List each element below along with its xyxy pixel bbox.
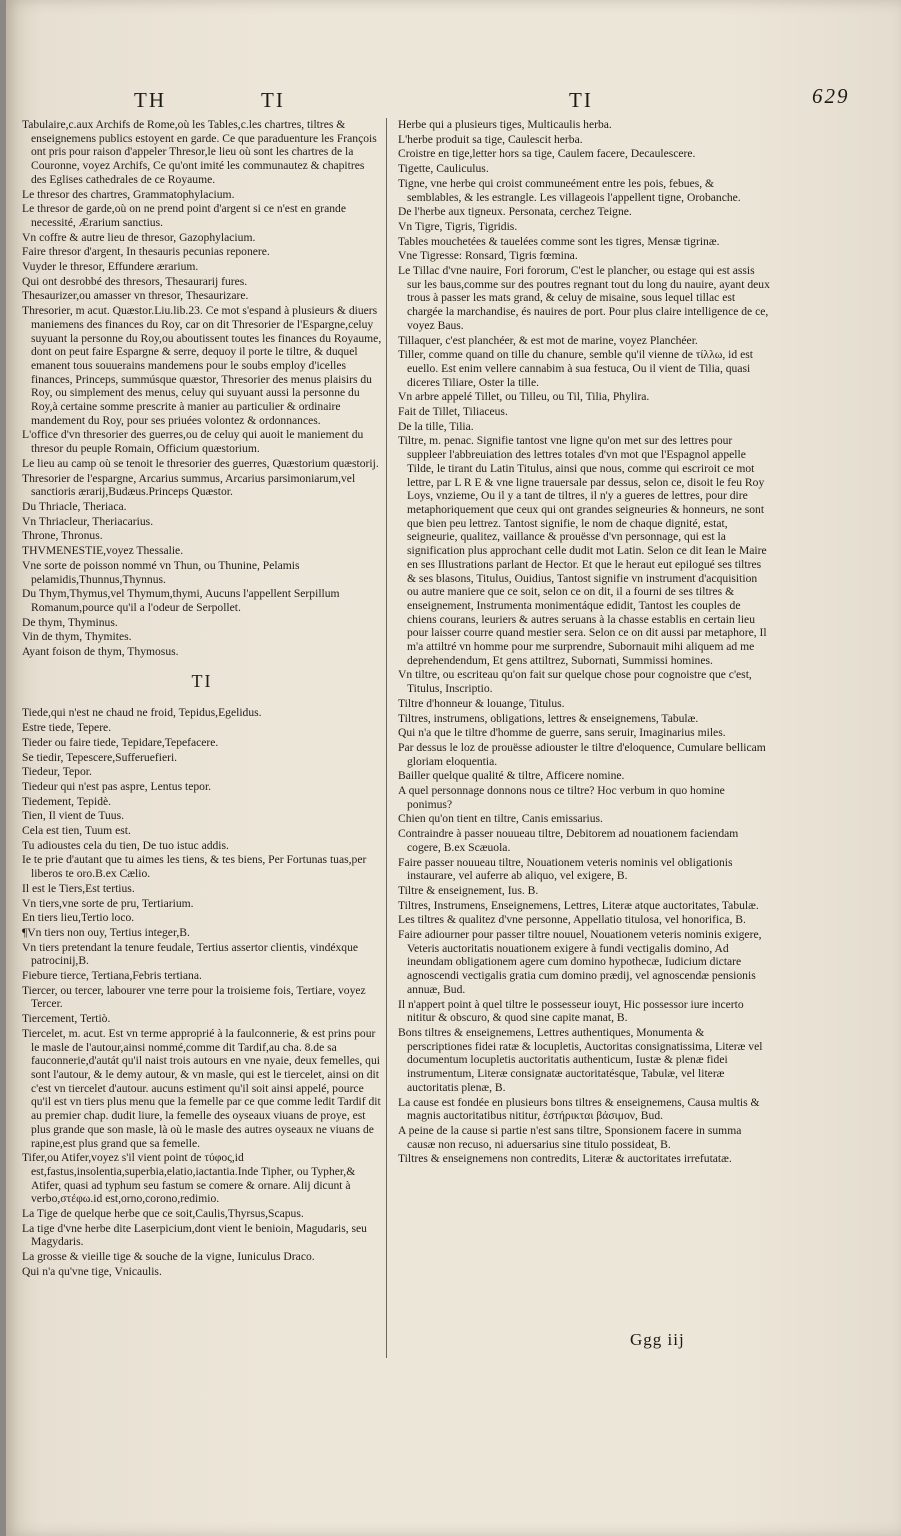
- dictionary-entry: Ie te prie d'autant que tu aimes les tiens, & tes biens, Per Fortunas tuas,per liberos te oro.B.ex Cælio.: [22, 853, 367, 881]
- section-title: TI: [191, 670, 213, 691]
- dictionary-page: [6, 0, 901, 1536]
- dictionary-entry: De l'herbe aux tigneux. Personata, cerchez Teigne.: [398, 205, 632, 219]
- header-left-2: TI: [261, 88, 285, 112]
- dictionary-entry: En tiers lieu,Tertio loco.: [22, 911, 135, 925]
- dictionary-entry: Tigne, vne herbe qui croist communeément entre les pois, febues, & semblables, & les estrangle. Les villageois l'appellent tigne, Orobanche.: [398, 176, 741, 204]
- dictionary-entry: Le thresor de garde,où on ne prend point d'argent si ce n'est en grande necessité, Ærarium sanctius.: [22, 202, 346, 229]
- dictionary-entry: Qui n'a que le tiltre d'homme de guerre, sans seruir, Imaginarius miles.: [398, 726, 726, 740]
- header-right-1: TI: [569, 88, 593, 112]
- dictionary-entry: Vn Tigre, Tigris, Tigridis.: [398, 219, 518, 233]
- signature-mark: Ggg iij: [630, 1330, 685, 1349]
- dictionary-entry: Cela est tien, Tuum est.: [22, 824, 131, 838]
- dictionary-entry: Le lieu au camp où se tenoit le thresorier des guerres, Quæstorium quæstorij.: [22, 456, 379, 470]
- dictionary-entry: Tiltres & enseignemens non contredits, Literæ & auctoritates irrefutatæ.: [398, 1152, 732, 1166]
- dictionary-entry: Tifer,ou Atifer,voyez s'il vient point de τύφος,id est,fastus,insolentia,superbia,elatio,iactantia.Inde Tipher, ou Typher,& Atifer, quasi ad typhum seu fastum se comere & ornare. Alij dicunt à verbo,στέφω.id est,orno,corono,redimio.: [22, 1151, 356, 1206]
- dictionary-entry: Tillaquer, c'est planchéer, & est mot de marine, voyez Planchéer.: [398, 333, 698, 347]
- dictionary-entry: Vin de thym, Thymites.: [22, 630, 132, 644]
- dictionary-entry: ¶Vn tiers non ouy, Tertius integer,B.: [22, 925, 190, 939]
- dictionary-entry: Tieder ou faire tiede, Tepidare,Tepefacere.: [22, 735, 219, 749]
- dictionary-entry: Tiller, comme quand on tille du chanure, semble qu'il vienne de τίλλω, id est euello. Est enim vellere cannabim à sua festuca, Ou il vient de Tilia, quasi diceres Tiliare, Oster la tille.: [398, 348, 753, 389]
- dictionary-entry: Tiltre & enseignement, Ius. B.: [398, 883, 539, 897]
- dictionary-entry: Tien, Il vient de Tuus.: [22, 809, 125, 823]
- dictionary-entry: Vuyder le thresor, Effundere ærarium.: [22, 260, 199, 274]
- dictionary-entry: Tigette, Cauliculus.: [398, 162, 489, 176]
- dictionary-entry: Fiebure tierce, Tertiana,Febris tertiana.: [22, 969, 202, 983]
- dictionary-entry: De thym, Thyminus.: [22, 615, 118, 629]
- dictionary-entry: Tiercement, Tertiò.: [22, 1012, 111, 1026]
- dictionary-entry: Tabulaire,c.aux Archifs de Rome,où les Tables,c.les chartres, tiltres & enseignemens publics estoyent en garde. Ce que paraduenture les François ont pris pour raison d'appeler Thresor,le lieu où sont les chartres de la Couronne, voyez Archifs, Ce qu'ont imité les communautez & chapitres des Eglises cathedrales de ce Royaume.: [22, 118, 377, 186]
- left-column: [22, 118, 382, 1280]
- dictionary-entry: Estre tiede, Tepere.: [22, 721, 112, 735]
- dictionary-entry: Du Thriacle, Theriaca.: [22, 499, 127, 513]
- dictionary-entry: Vn arbre appelé Tillet, ou Tilleu, ou Til, Tilia, Phylira.: [398, 390, 650, 404]
- dictionary-entry: Les tiltres & qualitez d'vne personne, Appellatio titulosa, vel honorifica, B.: [398, 913, 746, 927]
- dictionary-entry: Se tiedir, Tepescere,Sufferuefieri.: [22, 750, 178, 764]
- dictionary-entry: Il n'appert point à quel tiltre le possesseur iouyt, Hic possessor iure incerto nititur & obscuro, & quod sine capite manat, B.: [398, 997, 744, 1025]
- dictionary-entry: Herbe qui a plusieurs tiges, Multicaulis herba.: [398, 118, 612, 131]
- dictionary-entry: Il est le Tiers,Est tertius.: [22, 881, 135, 895]
- dictionary-entry: La Tige de quelque herbe que ce soit,Caulis,Thyrsus,Scapus.: [22, 1207, 304, 1221]
- dictionary-entry: Vn Thriacleur, Theriacarius.: [22, 514, 154, 528]
- dictionary-entry: Tables mouchetées & tauelées comme sont les tigres, Mensæ tigrinæ.: [398, 234, 720, 248]
- dictionary-entry: Tiltre, m. penac. Signifie tantost vne ligne qu'on met sur des lettres pour suppleer l'abbreuiation des lettres totales d'vn mot que l'Espagnol appelle Tilde, le tirant du Latin Titulus, ainsi que nous, comme qui escriroit ce mot lettre, par L R E & vne ligne trauersale par dessus, selon ce, disoit le feu Roy Loys, vnzieme, Ou il y a tant de tiltres, il n'y a gueres de lettres, pour dire metaphoriquement que ceux qui ont grandes seigneuries & honneurs, ne sont que bien peu lettrez. Tantost signifie, le nom de chaque dignité, estat, seigneurie, qualitez, vaillance & prouësse d'vn personnage, qui est la signification plus approchant celle dudit mot Latin. Selon ce dit Iean le Maire en ses Illustrations parlant de Hector. Et que le heraut eut epilogué ses tiltres & ses blasons, Titulus, Ouidius, Tantost signifie vn instrument d'acquisition ou autre maniere que ce soit, selon ce on dit, il a fourni de ses tiltres & enseignement, Instrumenta monimentáque edidit, Tantost les couples de chiens courans, leuriers & autres seruans à la chasse establis en certain lieu pour laisser courre quand mestier sera. Selon ce on dit aussi par metaphore, Il m'a attiltré vn homme pour me surprendre, Subornauit mihi aliquem ad me deprehendendum, Et gens attiltrez, Subornati, Summissi homines.: [398, 434, 767, 667]
- dictionary-entry: La tige d'vne herbe dite Laserpicium,dont vient le benioin, Magudaris, seu Magydaris.: [22, 1221, 367, 1249]
- header-left-1: TH: [134, 88, 166, 112]
- dictionary-entry: Tiedeur qui n'est pas aspre, Lentus tepor.: [22, 779, 212, 793]
- dictionary-entry: Vn tiers pretendant la tenure feudale, Tertius assertor clientis, vindéxque patrocinij,B.: [22, 940, 359, 968]
- dictionary-entry: Croistre en tige,letter hors sa tige, Caulem facere, Decaulescere.: [398, 147, 696, 161]
- dictionary-entry: Tiedement, Tepidè.: [22, 794, 112, 808]
- dictionary-entry: Bailler quelque qualité & tiltre, Afficere nomine.: [398, 769, 625, 783]
- dictionary-entry: Vn tiltre, ou escriteau qu'on fait sur quelque chose pour cognoistre que c'est, Titulus, Inscriptio.: [398, 668, 752, 696]
- dictionary-entry: Tiercelet, m. acut. Est vn terme approprié à la faulconnerie, & est prins pour le masle de l'autour,ainsi nommé,comme dit Tardif,au cha. 8.de sa fauconnerie,d'autát qu'il naist trois autours en vne nyaie, deux femelles, qui sont l'autour, & le demy autour, & vn masle, qui est le tiercelet, ainsi on dit c'est vn tiercelet d'autour. aucuns estiment qu'il soit ainsi appelé, pource qu'il est vn tiers plus menu que la femelle par ce que comme ledit Tardif dit au premier chap. dudit liure, la femelle des oyseaux viuans de proye, est plus grande que son masle, là où le masle des autres oyseaux ne viuans de rapine,est plus grand que sa femelle.: [22, 1026, 381, 1150]
- dictionary-entry: Faire thresor d'argent, In thesauris pecunias reponere.: [22, 245, 270, 259]
- dictionary-entry: Chien qu'on tient en tiltre, Canis emissarius.: [398, 812, 603, 826]
- dictionary-entry: Bons tiltres & enseignemens, Lettres authentiques, Monumenta & perscriptiones fidei ratæ & locupletis, Auctoritas consignatissima, Literæ vel documentum locupletis auctoritatis authenticum, Iustæ & plenæ fidei instrumentum, Literæ consignatæ auctoritatésque, Tabulæ, vel literæ auctoritatis plenæ, B.: [398, 1026, 763, 1094]
- dictionary-entry: La grosse & vieille tige & souche de la vigne, Iuniculus Draco.: [22, 1250, 315, 1264]
- dictionary-entry: A peine de la cause si partie n'est sans tiltre, Sponsionem facere in summa causæ non recuso, ni aduersarius sine titulo possideat, B.: [398, 1123, 742, 1151]
- dictionary-entry: Le Tillac d'vne nauire, Fori fororum, C'est le plancher, ou estage qui est assis sur les baus,comme sur des poutres regnant tout du long du nauire, ayant deux trous à passer les mats grand, & celuy de misaine, sous lequel tillac est chargée la marchandise, és nauires de port. Pour plus claire intelligence de ce, voyez Baus.: [398, 264, 770, 332]
- dictionary-entry: Ayant foison de thym, Thymosus.: [22, 645, 179, 659]
- dictionary-entry: Fait de Tillet, Tiliaceus.: [398, 405, 508, 419]
- dictionary-entry: THVMENESTIE,voyez Thessalie.: [22, 544, 184, 558]
- dictionary-entry: Tiltre d'honneur & louange, Titulus.: [398, 696, 565, 710]
- dictionary-entry: Thresorier de l'espargne, Arcarius summus, Arcarius parsimoniarum,vel sanctioris ærarij,Budæus.Princeps Quæstor.: [22, 471, 356, 499]
- dictionary-entry: L'office d'vn thresorier des guerres,ou de celuy qui auoit le maniement du thresor du peuple Romain, Officium quæstorium.: [22, 428, 364, 456]
- dictionary-entry: Par dessus le loz de prouësse adiouster le tiltre d'eloquence, Cumulare bellicam gloriam eloquentia.: [398, 740, 766, 768]
- dictionary-entry: Vn coffre & autre lieu de thresor, Gazophylacium.: [22, 230, 256, 244]
- dictionary-entry: De la tille, Tilia.: [398, 419, 474, 433]
- dictionary-entry: Faire passer nouueau tiltre, Nouationem veteris nominis vel obligationis instaurare, vel auferre ab aliquo, vel exigere, B.: [398, 855, 733, 883]
- running-header: [6, 84, 901, 118]
- dictionary-entry: Vne sorte de poisson nommé vn Thun, ou Thunine, Pelamis pelamidis,Thunnus,Thynnus.: [22, 558, 300, 586]
- dictionary-entry: Le thresor des chartres, Grammatophylacium.: [22, 187, 235, 201]
- dictionary-entry: Qui ont desrobbé des thresors, Thesaurarij fures.: [22, 274, 248, 288]
- dictionary-entry: Tiltres, Instrumens, Enseignemens, Lettres, Literæ atque auctoritates, Tabulæ.: [398, 898, 759, 912]
- dictionary-entry: Tiede,qui n'est ne chaud ne froid, Tepidus,Egelidus.: [22, 706, 262, 720]
- dictionary-entry: Thresorier, m acut. Quæstor.Liu.lib.23. Ce mot s'espand à plusieurs & diuers maniemens des finances du Roy, car on dit Thresorier de l'Espargne,celuy suyuant la personne du Roy,ou aboutissent toutes les finances du Royaume, dont on peut faire Espargne & serre, dequoy il porte le tiltre, & duquel emanent tous souuerains mandemens pour le soubs employ d'icelles finances, Princeps, summúsque quæstor, Thresorier des menus plaisirs du Roy, ou simplement des menus, celuy qui suyuant aussi la personne du Roy,à certaine somme prescrite à manier au particulier & ordinaire mandement du Roy, pour ses priuées volontez & ordonnances.: [22, 304, 382, 427]
- dictionary-entry: L'herbe produit sa tige, Caulescit herba.: [398, 132, 583, 146]
- dictionary-entry: Tu adioustes cela du tien, De tuo istuc addis.: [22, 838, 229, 852]
- dictionary-entry: Tiltres, instrumens, obligations, lettres & enseignemens, Tabulæ.: [398, 711, 699, 725]
- dictionary-entry: A quel personnage donnons nous ce tiltre? Hoc verbum in quo homine ponimus?: [398, 784, 725, 811]
- dictionary-entry: La cause est fondée en plusieurs bons tiltres & enseignemens, Causa multis & magnis auctoritatibus nititur, ἐστήρικται βάσιμον, Bud.: [398, 1095, 760, 1123]
- dictionary-entry: Du Thym,Thymus,vel Thymum,thymi, Aucuns l'appellent Serpillum Romanum,pource qu'il a l'odeur de Serpollet.: [22, 587, 340, 614]
- dictionary-entry: Tiercer, ou tercer, labourer vne terre pour la troisieme fois, Tertiare, voyez Tercer.: [22, 983, 366, 1011]
- dictionary-entry: Thesaurizer,ou amasser vn thresor, Thesaurizare.: [22, 289, 249, 303]
- page-number: 629: [812, 84, 850, 108]
- dictionary-entry: Throne, Thronus.: [22, 529, 103, 543]
- right-column: [398, 118, 770, 1167]
- dictionary-entry: Vne Tigresse: Ronsard, Tigris fœmina.: [398, 249, 578, 263]
- dictionary-entry: Vn tiers,vne sorte de pru, Tertiarium.: [22, 896, 194, 910]
- dictionary-entry: Tiedeur, Tepor.: [22, 765, 92, 779]
- column-divider: [386, 118, 387, 1358]
- dictionary-entry: Qui n'a qu'vne tige, Vnicaulis.: [22, 1264, 162, 1278]
- dictionary-entry: Contraindre à passer nouueau tiltre, Debitorem ad nouationem faciendam cogere, B.ex Scæuola.: [398, 827, 739, 854]
- dictionary-entry: Faire adiourner pour passer tiltre nouuel, Nouationem veteris nominis exigere, Veteris auctoritatis nouationem exigere à fundi vectigalis domino, Ad ineundam obligationem agere cum domino hypothecæ, Iudicium dictare agnoscendi vectigalis gratia cum domino prædij, vel agnoscendæ pensionis annuæ, Bud.: [398, 928, 762, 996]
